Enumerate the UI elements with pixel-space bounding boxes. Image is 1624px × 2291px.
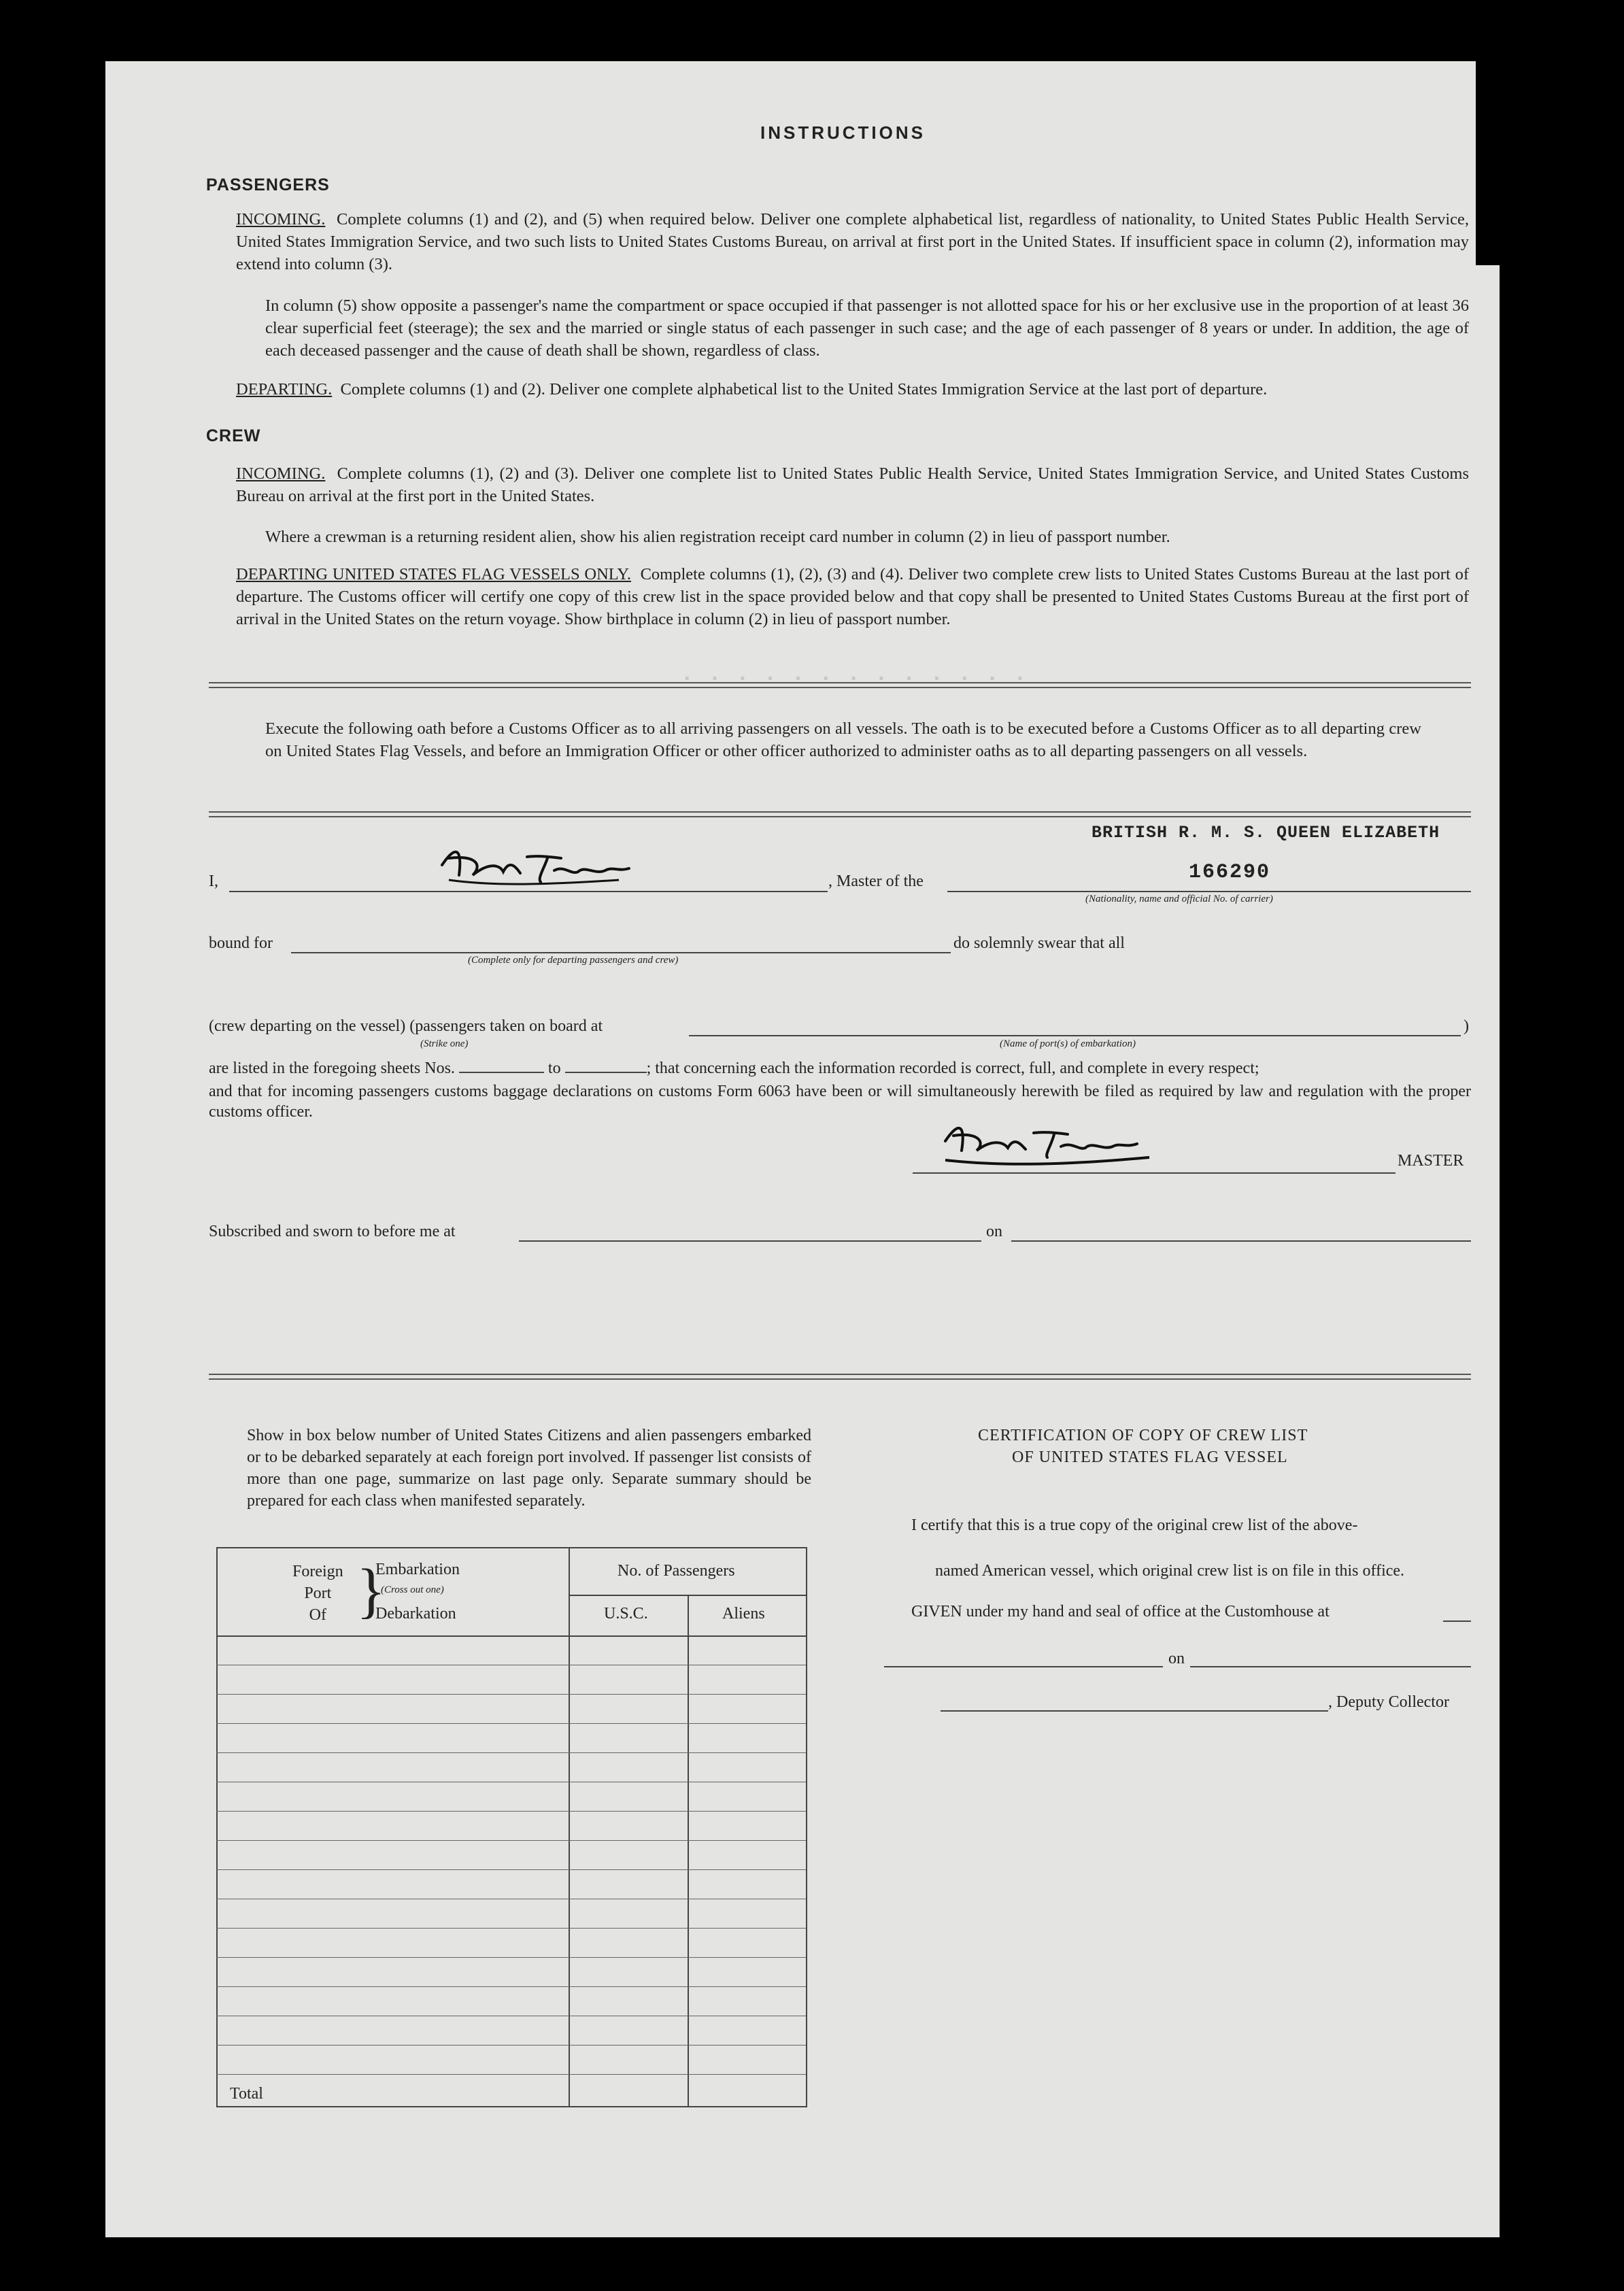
vessel-line	[947, 891, 1471, 892]
page-title: INSTRUCTIONS	[760, 122, 926, 143]
port-label: Port	[304, 1584, 332, 1602]
listed-c: and that for incoming passengers customs baggage declarations on customs Form 6063 have been or will simultaneously herewith be filed as required by law and regulation with the proper customs officer.	[209, 1083, 1471, 1121]
divider	[209, 682, 1471, 688]
oath-intro: Execute the following oath before a Customs Officer as to all arriving passengers on all vessels. The oath is to be executed before a Customs Officer as to all departing crew on United States Flag Vessels, and before an Immigration Officer or other officer authorized to administer oaths as to all departing passengers on all vessels.	[265, 719, 1421, 760]
table-row	[216, 1957, 806, 1958]
crew-departing-text: Complete columns (1), (2), (3) and (4). Deliver two complete crew lists to United States Customs Bureau at the last port of departure. The Customs officer will certify one copy of this crew list in the space provided below and that copy shall be presented to United States Customs Bureau at the first port of arrival in the United States on the return voyage. Show birthplace in column (2) in lieu of passport number.	[236, 565, 1469, 628]
foreign-label: Foreign	[292, 1563, 343, 1580]
torn-corner	[1476, 61, 1503, 265]
vessel-name: BRITISH R. M. S. QUEEN ELIZABETH	[1092, 823, 1440, 843]
passengers-column5: In column (5) show opposite a passenger's name the compartment or space occupied if that passenger is not allotted space for his or her exclusive use in the proportion of at least 36 clear superficial feet (steerage); the sex and the married or single status of each passenger in such case; and the age of each passenger of 8 years or under. In addition, the age of each deceased passenger and the cause of death shall be shown, regardless of class.	[265, 296, 1469, 360]
master-signature-line	[913, 1172, 1395, 1174]
total-label: Total	[230, 2085, 263, 2103]
listed-a: are listed in the foregoing sheets Nos.	[209, 1059, 455, 1077]
deputy-line	[941, 1710, 1328, 1712]
crew-departing-text-oath: (crew departing on the vessel) (passengers taken on board at	[209, 1017, 603, 1035]
crew-heading: CREW	[206, 426, 261, 445]
table-row	[216, 1723, 806, 1724]
summary-text: Show in box below number of United States Citizens and alien passengers embarked or to be debarked separately at each foreign port involved. If passenger list consists of more than one page, summarize on last page only. Separate summary should be prepared for each class when manifested separately.	[247, 1427, 811, 1510]
brace-glyph: }	[356, 1557, 386, 1625]
swear-text: do solemnly swear that all	[953, 934, 1125, 952]
incoming-label: INCOMING.	[236, 210, 326, 228]
cert-deputy: , Deputy Collector	[1328, 1693, 1449, 1711]
listed-b: ; that concerning each the information recorded is correct, full, and complete in every respect;	[646, 1059, 1259, 1077]
table-header-line	[216, 1635, 806, 1637]
subscribed-date-line	[1011, 1240, 1471, 1242]
table-row	[216, 1840, 806, 1841]
table-row	[216, 1928, 806, 1929]
passengers-heading: PASSENGERS	[206, 175, 330, 194]
table-row	[216, 2045, 806, 2046]
master-of-label: , Master of the	[828, 872, 924, 890]
divider	[209, 1374, 1471, 1380]
passengers-incoming	[236, 208, 1469, 275]
master-signature-2	[938, 1115, 1156, 1170]
bound-for-line	[291, 952, 951, 953]
debarkation-label: Debarkation	[375, 1605, 456, 1623]
listed-line	[209, 1059, 1259, 1078]
subscribed-on-label: on	[986, 1223, 1002, 1240]
usc-label: U.S.C.	[604, 1605, 648, 1623]
embarkation-label: Embarkation	[375, 1561, 460, 1578]
cert-date-line	[1190, 1666, 1471, 1667]
close-paren: )	[1464, 1017, 1469, 1035]
cert-named: named American vessel, which original crew list is on file in this office.	[935, 1562, 1405, 1580]
cert-on: on	[1168, 1650, 1185, 1667]
table-row	[216, 1752, 806, 1753]
vessel-caption: (Nationality, name and official No. of carrier)	[1085, 894, 1273, 904]
vessel-number: 166290	[1189, 861, 1271, 884]
customhouse-line	[1443, 1620, 1471, 1622]
cert-place-line	[884, 1666, 1163, 1667]
departing-label: DEPARTING.	[236, 380, 333, 398]
table-row	[216, 1986, 806, 1987]
divider	[209, 811, 1471, 817]
port-line	[689, 1035, 1461, 1036]
crew-departing	[236, 563, 1469, 630]
cross-out-label: (Cross out one)	[381, 1584, 444, 1595]
table-row	[216, 2074, 806, 2075]
crew-incoming	[236, 462, 1469, 507]
master-label: MASTER	[1398, 1152, 1464, 1170]
aliens-label: Aliens	[722, 1605, 765, 1623]
crew-alien: Where a crewman is a returning resident alien, show his alien registration receipt card number in column (2) in lieu of passport number.	[265, 528, 1170, 546]
table-col-line	[569, 1547, 570, 2106]
cert-certify: I certify that this is a true copy of the original crew list of the above-	[911, 1516, 1358, 1534]
departing-text: Complete columns (1) and (2). Deliver one complete alphabetical list to the United States Immigration Service at the last port of departure.	[340, 380, 1268, 398]
table-row	[216, 1869, 806, 1870]
master-signature	[435, 838, 639, 892]
bleed-through: · · · · · · · · · · · · ·	[680, 666, 1028, 692]
table-col-line	[688, 1595, 689, 2106]
crew-departing-label: DEPARTING UNITED STATES FLAG VESSELS ONLY.	[236, 565, 631, 583]
of-label: Of	[309, 1606, 326, 1624]
incoming-text: Complete columns (1) and (2), and (5) when required below. Deliver one complete alphabetical list, regardless of nationality, to United States Public Health Service, United States Immigration Service, and two such lists to United States Customs Bureau, on arrival at first port in the United States. If insufficient space in column (2), information may extend into column (3).	[236, 210, 1470, 273]
cert-given: GIVEN under my hand and seal of office at the Customhouse at	[911, 1603, 1330, 1620]
table-row	[216, 1811, 806, 1812]
no-passengers-label: No. of Passengers	[618, 1562, 735, 1580]
oath-i-label: I,	[209, 872, 218, 890]
bound-caption: (Complete only for departing passengers and crew)	[468, 955, 679, 966]
listed-to: to	[547, 1059, 561, 1077]
cert-title-1: CERTIFICATION OF COPY OF CREW LIST	[978, 1427, 1308, 1444]
table-foreign-port-label	[292, 1561, 343, 1626]
crew-incoming-text: Complete columns (1), (2) and (3). Deliver one complete list to United States Public Health Service, United States Immigration Service, and United States Customs Bureau on arrival at the first port in the United States.	[236, 464, 1470, 505]
cert-title-2: OF UNITED STATES FLAG VESSEL	[1012, 1448, 1288, 1466]
subscribed-line	[519, 1240, 981, 1242]
strike-one: (Strike one)	[420, 1038, 469, 1049]
table-row	[216, 1694, 806, 1695]
bound-for-label: bound for	[209, 934, 273, 952]
table-row-line	[569, 1595, 806, 1596]
port-caption: (Name of port(s) of embarkation)	[1000, 1038, 1136, 1049]
subscribed-label: Subscribed and sworn to before me at	[209, 1223, 456, 1240]
passenger-summary-table	[216, 1547, 807, 2107]
passengers-departing	[236, 378, 1469, 401]
crew-incoming-label: INCOMING.	[236, 464, 326, 483]
